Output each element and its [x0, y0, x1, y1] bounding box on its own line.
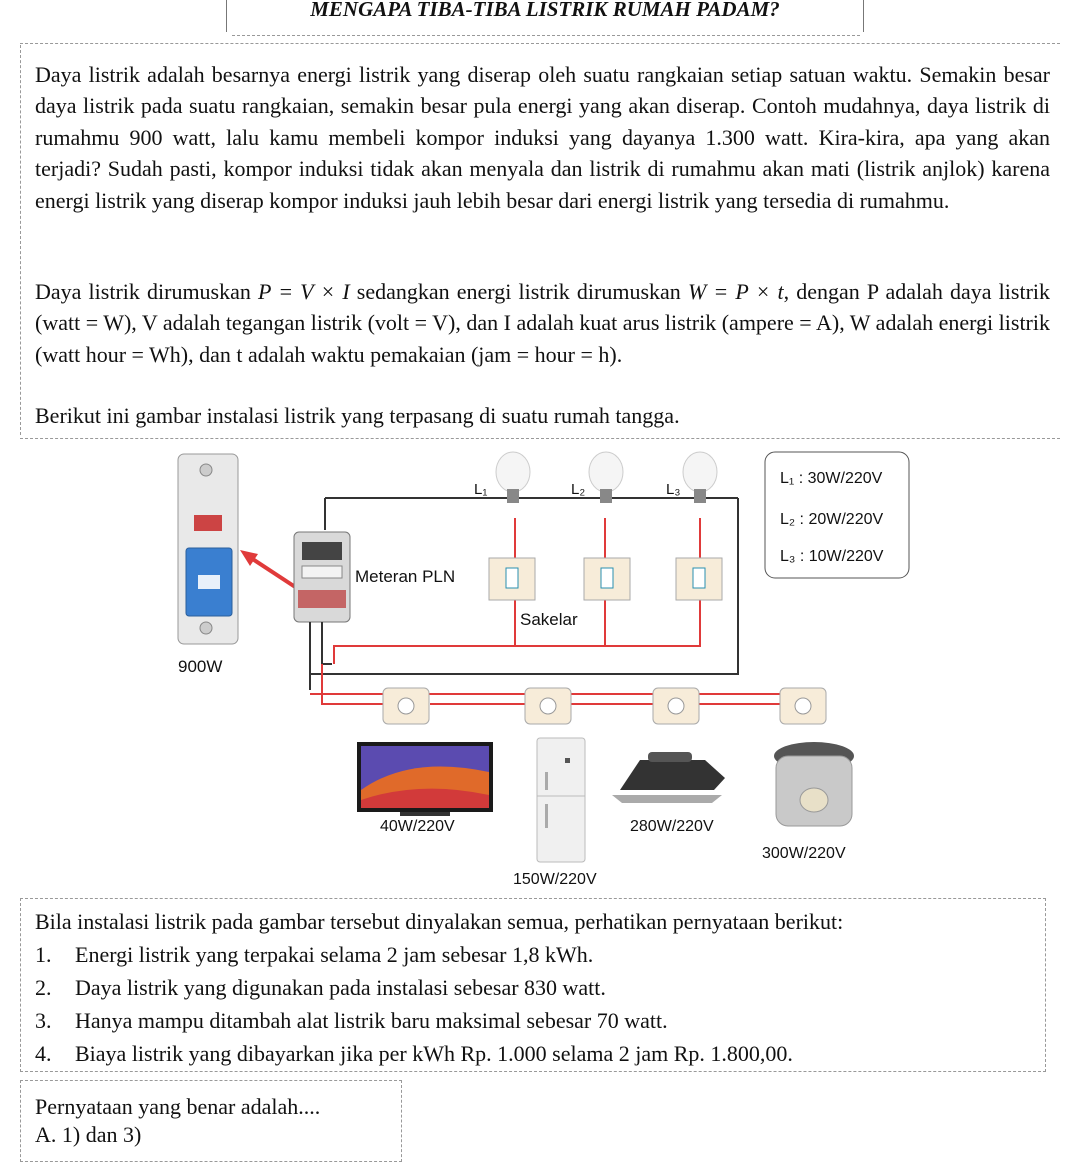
meter-label: Meteran PLN	[355, 567, 456, 586]
iron-power-label: 280W/220V	[630, 818, 714, 835]
socket-4	[780, 688, 826, 724]
statement-item: 4. Biaya listrik yang dibayarkan jika per kWh Rp. 1.000 selama 2 jam Rp. 1.800,00.	[35, 1041, 793, 1066]
lamp-label-2: L₂	[571, 481, 586, 498]
television	[357, 742, 493, 816]
switch-3	[676, 558, 722, 600]
breaker-rating-label: 900W	[178, 657, 223, 676]
refrigerator	[537, 738, 585, 862]
intro-paragraph-1: Daya listrik adalah besarnya energi listrik yang diserap oleh suatu rangkaian setiap satuan waktu. Semakin besar daya listrik pada suatu rangkaian, semakin besar pula energi yang akan diserap. Contoh mudahnya, daya listrik di rumahmu 900 watt, lalu kamu membeli kompor induksi yang dayanya 1.300 watt. Kira-kira, apa yang akan terjadi? Sudah pasti, kompor induksi tidak akan menyala dan listrik di rumahmu akan mati (listrik anjlok) karena energi listrik yang diserap kompor induksi jauh lebih besar dari energi listrik yang tersedia di rumahmu.	[35, 62, 1050, 213]
lamp-spec-2: L₂ : 20W/220V	[780, 511, 884, 528]
lamp-1	[496, 452, 530, 503]
socket-1	[383, 688, 429, 724]
page-title: MENGAPA TIBA-TIBA LISTRIK RUMAH PADAM?	[226, 0, 864, 32]
rice-cooker	[774, 742, 854, 826]
answer-option-a[interactable]: A. 1) dan 3)	[35, 1122, 142, 1147]
electrical-installation-diagram	[0, 440, 1069, 890]
lamp-3	[683, 452, 717, 503]
lamp-2	[589, 452, 623, 503]
tv-power-label: 40W/220V	[380, 818, 455, 835]
lamp-spec-3: L₃ : 10W/220V	[780, 548, 884, 565]
circuit-breaker	[178, 454, 238, 644]
intro-box-bottom-border	[20, 438, 1060, 439]
energy-formula: W = P × t	[687, 279, 784, 304]
intro-box-top-border	[20, 43, 1060, 44]
lamp-label-1: L₁	[474, 481, 488, 498]
title-divider	[232, 35, 860, 36]
prompt-box	[20, 1080, 402, 1162]
statement-item: 3. Hanya mampu ditambah alat listrik baru maksimal sebesar 70 watt.	[35, 1008, 668, 1033]
intro-box-left-border	[20, 45, 21, 435]
lamp-label-3: L₃	[666, 481, 681, 498]
socket-2	[525, 688, 571, 724]
statement-item: 1. Energi listrik yang terpakai selama 2 jam sebesar 1,8 kWh.	[35, 942, 594, 967]
question-prompt: Pernyataan yang benar adalah....	[35, 1094, 321, 1119]
statement-list	[35, 938, 793, 1070]
switch-1	[489, 558, 535, 600]
switch-2	[584, 558, 630, 600]
rice-cooker-power-label: 300W/220V	[762, 845, 846, 862]
lamp-spec-1: L₁ : 30W/220V	[780, 470, 883, 487]
fridge-power-label: 150W/220V	[513, 871, 597, 888]
question-intro: Bila instalasi listrik pada gambar tersebut dinyalakan semua, perhatikan pernyataan berikut:	[35, 909, 844, 934]
statement-item: 2. Daya listrik yang digunakan pada instalasi sebesar 830 watt.	[35, 975, 606, 1000]
intro-paragraph-2: Daya listrik dirumuskan P = V × I sedangkan energi listrik dirumuskan W = P × t, dengan P adalah daya listrik (watt = W), V adalah tegangan listrik (volt = V), dan I adalah kuat arus listrik (ampere = A), W adalah energi listrik (watt hour = Wh), dan t adalah waktu pemakaian (jam = hour = h).	[35, 279, 1051, 367]
socket-3	[653, 688, 699, 724]
switch-label: Sakelar	[520, 610, 578, 629]
power-formula: P = V × I	[258, 279, 350, 304]
meter-pln	[294, 532, 350, 622]
clothes-iron	[612, 752, 725, 803]
intro-paragraph-3: Berikut ini gambar instalasi listrik yang terpasang di suatu rumah tangga.	[35, 403, 680, 428]
